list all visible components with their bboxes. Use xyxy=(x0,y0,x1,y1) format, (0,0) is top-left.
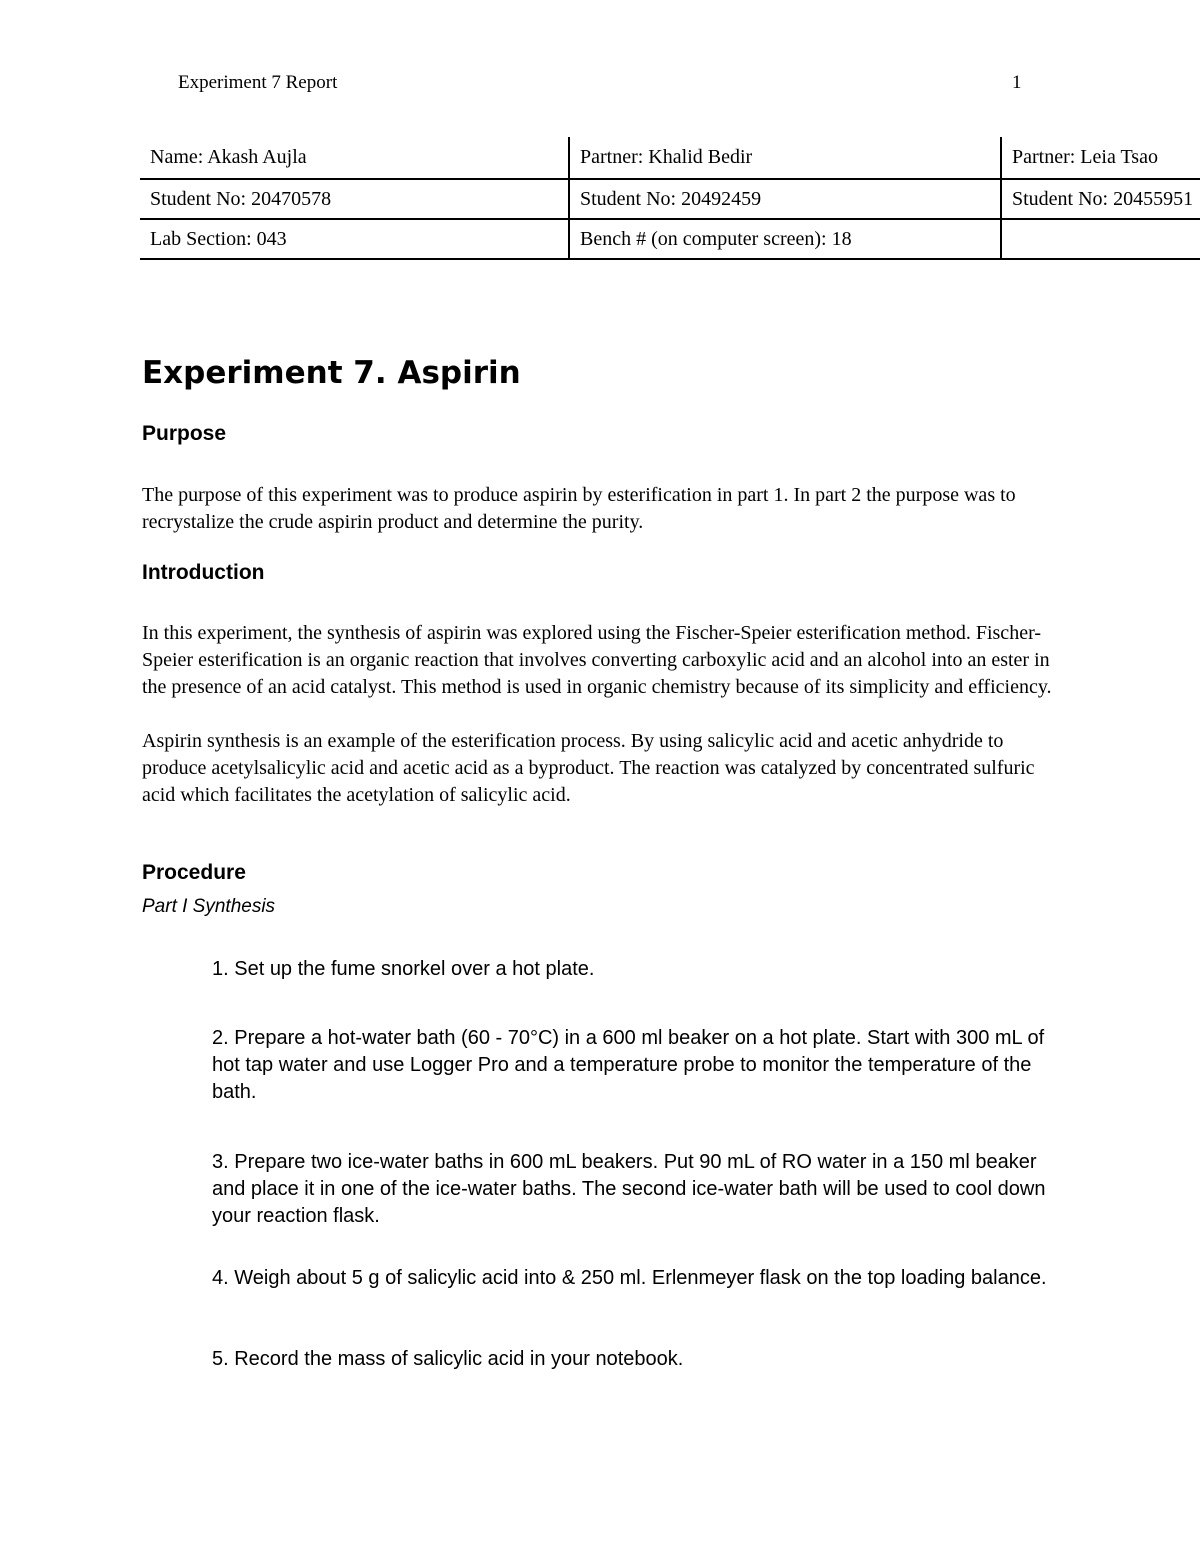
table-row xyxy=(140,219,1200,259)
table-cell: Student No: 20492459 xyxy=(569,179,1001,219)
procedure-step: 5. Record the mass of salicylic acid in your notebook. xyxy=(212,1348,684,1370)
purpose-text: The purpose of this experiment was to produce aspirin by esterification in part 1. In part 2 the purpose was to recrystalize the crude aspirin product and determine the purity. xyxy=(142,484,1016,533)
introduction-paragraph: Aspirin synthesis is an example of the esterification process. By using salicylic acid and acetic anhydride to produce acetylsalicylic acid and acetic acid as a byproduct. The reaction was catalyzed by concentrated sulfuric acid which facilitates the acetylation of salicylic acid. xyxy=(142,730,1035,806)
table-row xyxy=(140,137,1200,179)
table-row xyxy=(140,179,1200,219)
table-cell: Student No: 20470578 xyxy=(140,179,569,219)
procedure-step: 4. Weigh about 5 g of salicylic acid into & 250 ml. Erlenmeyer flask on the top loading balance. xyxy=(212,1267,1047,1289)
document-title: Experiment 7. Aspirin xyxy=(142,355,521,391)
table-cell: Student No: 20455951 xyxy=(1001,179,1200,219)
purpose-heading: Purpose xyxy=(142,422,227,445)
procedure-heading: Procedure xyxy=(142,861,246,884)
table-cell: Lab Section: 043 xyxy=(140,219,569,259)
table-cell: Partner: Khalid Bedir xyxy=(569,137,1001,179)
table-cell: Name: Akash Aujla xyxy=(140,137,569,179)
table-cell xyxy=(1001,219,1200,259)
introduction-paragraph: In this experiment, the synthesis of aspirin was explored using the Fischer-Speier esterification method. Fischer-Speier esterification is an organic reaction that involves converting carboxylic acid and an alcohol into an ester in the presence of an acid catalyst. This method is used in organic chemistry because of its simplicity and efficiency. xyxy=(142,622,1052,698)
student-info-table xyxy=(140,137,1200,260)
page-number: 1 xyxy=(1012,72,1022,93)
procedure-step: 2. Prepare a hot-water bath (60 - 70°C) in a 600 ml beaker on a hot plate. Start with 300 mL of hot tap water and use Logger Pro and a temperature probe to monitor the temperature of the bath. xyxy=(212,1027,1045,1103)
procedure-step: 1. Set up the fume snorkel over a hot plate. xyxy=(212,958,595,980)
introduction-heading: Introduction xyxy=(142,561,265,584)
table-cell: Partner: Leia Tsao xyxy=(1001,137,1200,179)
procedure-subheading: Part I Synthesis xyxy=(142,896,276,917)
table-cell: Bench # (on computer screen): 18 xyxy=(569,219,1001,259)
running-header-title: Experiment 7 Report xyxy=(178,72,338,93)
procedure-step: 3. Prepare two ice-water baths in 600 mL beakers. Put 90 mL of RO water in a 150 ml beaker and place it in one of the ice-water baths. The second ice-water bath will be used to cool down your reaction flask. xyxy=(212,1151,1046,1227)
